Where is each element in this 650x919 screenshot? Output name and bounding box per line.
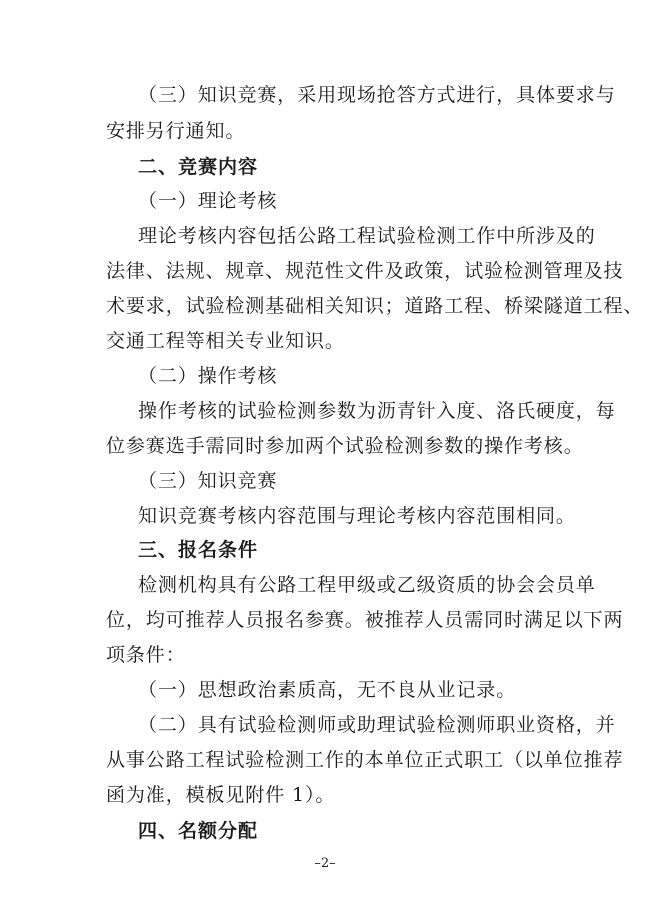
section-heading-competition-content: 二、竞赛内容 bbox=[138, 156, 259, 178]
page-number: –2– bbox=[314, 856, 336, 871]
paragraph-registration-line-2: 位，均可推荐人员报名参赛。被推荐人员需同时满足以下两 bbox=[106, 609, 624, 631]
paragraph-knowledge-contest-intro-line-1: （三）知识竞赛，采用现场抢答方式进行，具体要求与 bbox=[138, 84, 616, 106]
paragraph-registration-line-3: 项条件： bbox=[106, 644, 186, 666]
condition-item-2-line-3: 函为准，模板见附件 1）。 bbox=[106, 784, 336, 806]
subheading-operation-assessment: （二）操作考核 bbox=[138, 365, 278, 387]
paragraph-knowledge-contest-scope: 知识竞赛考核内容范围与理论考核内容范围相同。 bbox=[138, 505, 576, 527]
subheading-knowledge-contest: （三）知识竞赛 bbox=[138, 470, 278, 492]
paragraph-knowledge-contest-intro-line-2: 安排另行通知。 bbox=[106, 120, 246, 142]
paragraph-operation-line-1: 操作考核的试验检测参数为沥青针入度、洛氏硬度，每 bbox=[138, 400, 616, 422]
paragraph-registration-line-1: 检测机构具有公路工程甲级或乙级资质的协会会员单 bbox=[138, 574, 596, 596]
condition-item-1: （一）思想政治素质高，无不良从业记录。 bbox=[138, 679, 517, 701]
paragraph-theory-line-1: 理论考核内容包括公路工程试验检测工作中所涉及的 bbox=[138, 225, 596, 247]
condition-item-2-line-1: （二）具有试验检测师或助理试验检测师职业资格，并 bbox=[138, 714, 616, 736]
section-heading-registration-conditions: 三、报名条件 bbox=[138, 539, 259, 561]
paragraph-operation-line-2: 位参赛选手需同时参加两个试验检测参数的操作考核。 bbox=[106, 435, 584, 457]
subheading-theory-assessment: （一）理论考核 bbox=[138, 190, 278, 212]
paragraph-theory-line-3: 术要求，试验检测基础相关知识；道路工程、桥梁隧道工程、 bbox=[106, 295, 644, 317]
section-heading-quota-allocation: 四、名额分配 bbox=[138, 820, 259, 842]
paragraph-theory-line-2: 法律、法规、规章、规范性文件及政策，试验检测管理及技 bbox=[106, 260, 624, 282]
condition-item-2-line-2: 从事公路工程试验检测工作的本单位正式职工（以单位推荐 bbox=[106, 749, 624, 771]
paragraph-theory-line-4: 交通工程等相关专业知识。 bbox=[106, 330, 345, 352]
